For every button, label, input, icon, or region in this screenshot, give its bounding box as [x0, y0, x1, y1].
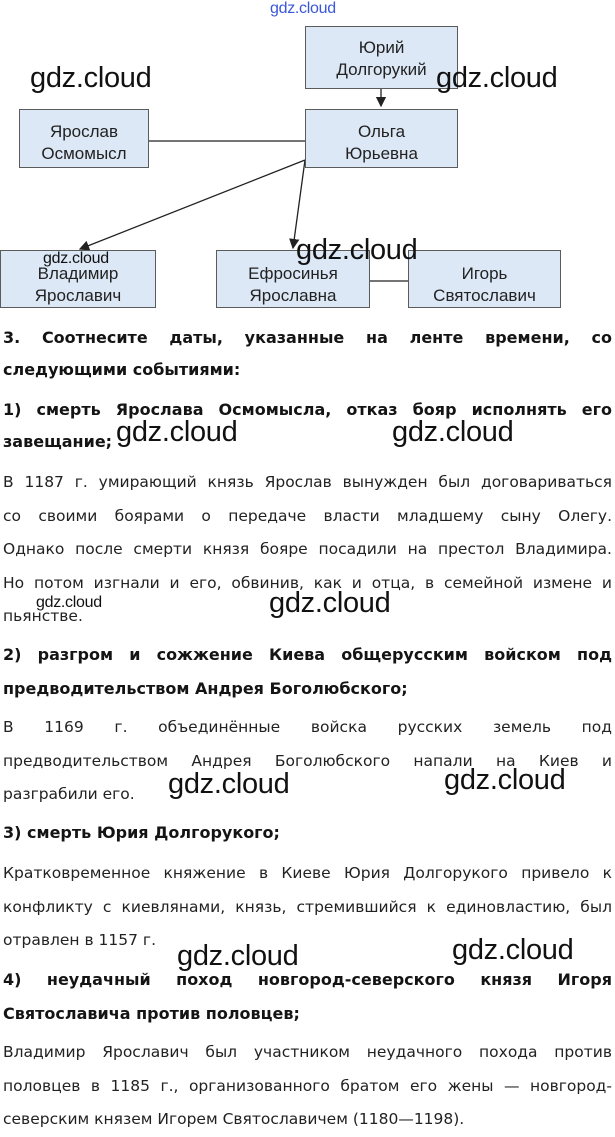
- item-2-title-line-2: предводительством Андрея Боголюбского;: [3, 679, 408, 698]
- box-yuri-line-2: Долгорукий: [336, 60, 427, 79]
- box-olga-line-2: Юрьевна: [345, 144, 418, 163]
- box-efrosinya-line-1: Ефросинья: [248, 264, 338, 283]
- watermark-3: gdz.cloud: [43, 250, 109, 267]
- watermark-2: gdz.cloud: [436, 62, 558, 94]
- item-2-text-line-1: В 1169 г. объединённые войска русских земель под: [3, 718, 612, 736]
- watermark-11: gdz.cloud: [177, 940, 299, 972]
- box-vladimir-line-1: Владимир: [37, 264, 119, 283]
- box-igor-svyatoslavich: [408, 250, 561, 308]
- box-yaroslav-line-2: Осмомысл: [41, 144, 127, 163]
- box-igor-line-2: Святославич: [433, 286, 536, 305]
- item-4-title-b: [3, 997, 612, 1031]
- item-4-text-line-1: Владимир Ярославич был участником неудачного похода против: [3, 1043, 612, 1061]
- item-3-text-line-2: конфликту с киевлянами, князь, стремившийся к единовластию, был: [3, 897, 612, 916]
- item-1-title-line-1: 1) смерть Ярослава Осмомысла, отказ бояр исполнять его: [3, 400, 612, 419]
- item-1-text-line-5: пьянстве.: [3, 607, 83, 625]
- watermark-8: gdz.cloud: [269, 587, 391, 619]
- item-2-title: [3, 638, 612, 672]
- item-4-text-line-2: половцев в 1185 г., организованного братом его жены — новгород-: [3, 1076, 612, 1095]
- box-olga-line-1: Ольга: [357, 122, 406, 141]
- task-heading-line-1: 3. Соотнесите даты, указанные на ленте времени, со: [3, 328, 612, 347]
- item-1-title-line-2: завещание;: [3, 432, 113, 451]
- item-1-text-line-4: Но потом изгнали и его, обвинив, как и отца, в семейной измене и: [3, 573, 612, 592]
- box-yaroslav-osmomysl: [19, 109, 149, 168]
- arrow-to-vladimir: [80, 160, 305, 249]
- box-efrosinya-line-2: Ярославна: [249, 286, 337, 305]
- watermark-top: gdz.cloud: [270, 0, 336, 17]
- task-heading-2: [3, 353, 612, 387]
- item-4-title-line-1: 4) неудачный поход новгород-северского князя Игоря: [3, 970, 612, 989]
- item-4-title-line-2: Святославича против половцев;: [3, 1004, 300, 1023]
- box-yaroslav-line-1: Ярослав: [49, 122, 119, 141]
- item-3-title: [3, 816, 612, 850]
- item-2-text-line-2: предводительством Андрея Боголюбского напали на Киев и: [3, 751, 612, 770]
- item-4-text-line-3: северским князем Игорем Святославичем (1180—1198).: [3, 1110, 465, 1128]
- task-heading-line-2: следующими событиями:: [3, 360, 241, 379]
- task-heading: [3, 321, 612, 355]
- item-3-title-line-1: 3) смерть Юрия Долгорукого;: [3, 823, 280, 842]
- item-4-title: [3, 963, 612, 997]
- watermark-5: gdz.cloud: [116, 416, 238, 448]
- item-1-text-line-2: со своими боярами о передаче власти младшему сыну Олегу.: [3, 506, 612, 525]
- item-1-text-line-1: В 1187 г. умирающий князь Ярослав вынужден был договариваться: [3, 473, 612, 491]
- box-yuri-line-1: Юрий: [358, 38, 405, 57]
- item-1-title: [3, 393, 612, 427]
- watermark-1: gdz.cloud: [30, 62, 152, 94]
- item-4-text: [3, 1036, 612, 1137]
- item-3-text-line-1: Кратковременное княжение в Киеве Юрия Долгорукого привело к: [3, 864, 612, 882]
- item-1-text-line-3: Однако после смерти князя бояре посадили на престол Владимира.: [3, 540, 612, 558]
- item-3-text-line-3: отравлен в 1157 г.: [3, 931, 156, 949]
- watermark-7: gdz.cloud: [36, 594, 102, 611]
- box-vladimir-line-2: Ярославич: [34, 286, 122, 305]
- box-olga-yurievna: [305, 109, 458, 168]
- item-1-title-b: [3, 425, 612, 459]
- watermark-4: gdz.cloud: [296, 234, 418, 266]
- item-2-title-b: [3, 672, 612, 706]
- watermark-9: gdz.cloud: [168, 768, 290, 800]
- item-2-title-line-1: 2) разгром и сожжение Киева общерусским войском под: [3, 645, 612, 664]
- watermark-6: gdz.cloud: [392, 416, 514, 448]
- box-igor-line-1: Игорь: [461, 264, 508, 283]
- item-2-text-line-3: разграбили его.: [3, 785, 135, 803]
- watermark-10: gdz.cloud: [444, 764, 566, 796]
- watermark-12: gdz.cloud: [452, 934, 574, 966]
